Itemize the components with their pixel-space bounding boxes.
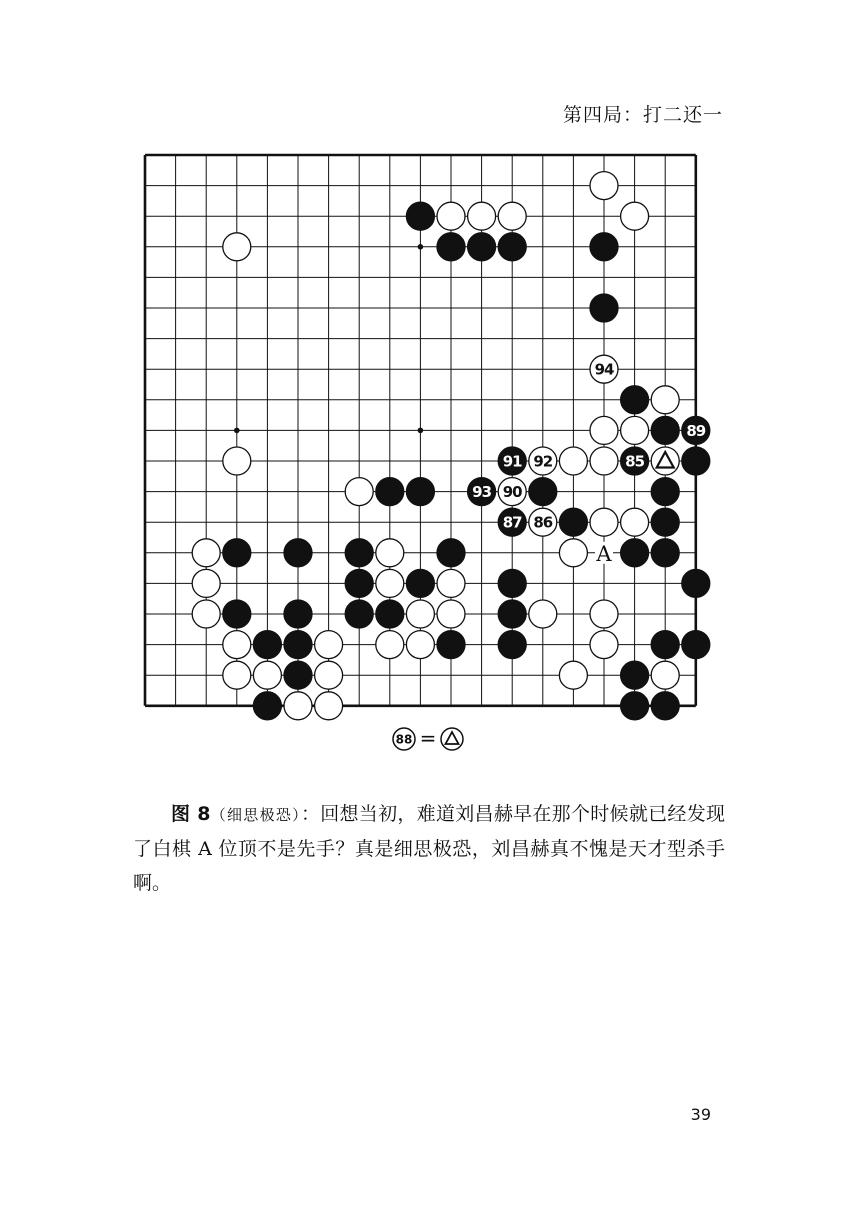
figure-commentary (133, 797, 725, 900)
white-stone (284, 692, 312, 720)
white-stone (437, 569, 465, 597)
caption-equals: = (419, 726, 437, 750)
black-stone (621, 692, 649, 720)
black-stone (437, 539, 465, 567)
star-point (418, 244, 424, 250)
star-point (234, 428, 240, 434)
move-number-92: 92 (533, 452, 553, 471)
figure-label: 图 8 (171, 803, 211, 825)
commentary-paragraph (133, 797, 725, 900)
move-number-94: 94 (594, 360, 614, 379)
black-stone (498, 569, 526, 597)
caption-move-label: 88 (395, 732, 413, 747)
black-stone (284, 661, 312, 689)
black-stone (590, 233, 618, 261)
black-stone (621, 539, 649, 567)
white-stone (621, 508, 649, 536)
black-stone (651, 692, 679, 720)
board-letter-a: A (596, 541, 612, 566)
star-point (418, 428, 424, 434)
white-stone (590, 172, 618, 200)
commentary-text: ：回想当初，难道刘昌赫早在那个时候就已经发现了白棋 A 位顶不是先手？真是细思极恐，刘昌赫真不愧是天才型杀手啊。 (133, 803, 725, 894)
black-stone (498, 233, 526, 261)
white-stone (376, 539, 404, 567)
white-stone (559, 539, 587, 567)
black-stone (651, 478, 679, 506)
black-stone (651, 416, 679, 444)
figure-subtitle: （细思极恐） (210, 806, 301, 824)
move-number-85: 85 (625, 452, 645, 471)
black-stone (437, 631, 465, 659)
white-stone (590, 416, 618, 444)
black-stone (223, 539, 251, 567)
white-stone (376, 631, 404, 659)
black-stone (406, 569, 434, 597)
black-stone (559, 508, 587, 536)
white-stone (529, 600, 557, 628)
black-stone (284, 631, 312, 659)
white-stone (315, 631, 343, 659)
black-stone (376, 600, 404, 628)
black-stone (529, 478, 557, 506)
white-stone (621, 416, 649, 444)
black-stone (621, 661, 649, 689)
white-stone (590, 508, 618, 536)
move-number-87: 87 (502, 513, 522, 532)
black-stone (253, 631, 281, 659)
black-stone (284, 600, 312, 628)
black-stone (406, 202, 434, 230)
black-stone (498, 600, 526, 628)
white-stone (406, 631, 434, 659)
white-stone (253, 661, 281, 689)
black-stone (682, 447, 710, 475)
black-stone (621, 386, 649, 414)
chapter-title: 第四局：打二还一 (562, 104, 723, 126)
white-stone (498, 202, 526, 230)
white-stone (223, 631, 251, 659)
black-stone (682, 569, 710, 597)
white-stone (559, 661, 587, 689)
white-stone (223, 661, 251, 689)
black-stone (651, 539, 679, 567)
black-stone (682, 631, 710, 659)
black-stone (284, 539, 312, 567)
white-stone (437, 600, 465, 628)
page-number: 39 (690, 1105, 711, 1124)
white-stone (315, 661, 343, 689)
move-number-91: 91 (502, 452, 522, 471)
white-stone (192, 569, 220, 597)
white-stone (376, 569, 404, 597)
black-stone (437, 233, 465, 261)
white-stone (590, 447, 618, 475)
white-stone (192, 600, 220, 628)
white-stone (223, 447, 251, 475)
white-stone (192, 539, 220, 567)
white-stone (559, 447, 587, 475)
white-stone (468, 202, 496, 230)
white-stone (223, 233, 251, 261)
black-stone (345, 600, 373, 628)
caption-88-equals-triangle (390, 724, 470, 754)
white-stone (406, 600, 434, 628)
black-stone (376, 478, 404, 506)
black-stone (651, 508, 679, 536)
black-stone (406, 478, 434, 506)
move-number-90: 90 (502, 483, 522, 502)
move-number-93: 93 (472, 483, 492, 502)
black-stone (345, 569, 373, 597)
black-stone (253, 692, 281, 720)
black-stone (498, 631, 526, 659)
white-stone (651, 386, 679, 414)
black-stone (651, 631, 679, 659)
white-stone (590, 600, 618, 628)
white-stone (621, 202, 649, 230)
white-stone (590, 631, 618, 659)
move-number-89: 89 (686, 421, 706, 440)
black-stone (590, 294, 618, 322)
go-board-diagram (143, 153, 706, 710)
white-stone (437, 202, 465, 230)
white-stone (651, 661, 679, 689)
white-stone (345, 478, 373, 506)
black-stone (345, 539, 373, 567)
black-stone (223, 600, 251, 628)
move-number-86: 86 (533, 513, 553, 532)
white-stone (315, 692, 343, 720)
black-stone (468, 233, 496, 261)
